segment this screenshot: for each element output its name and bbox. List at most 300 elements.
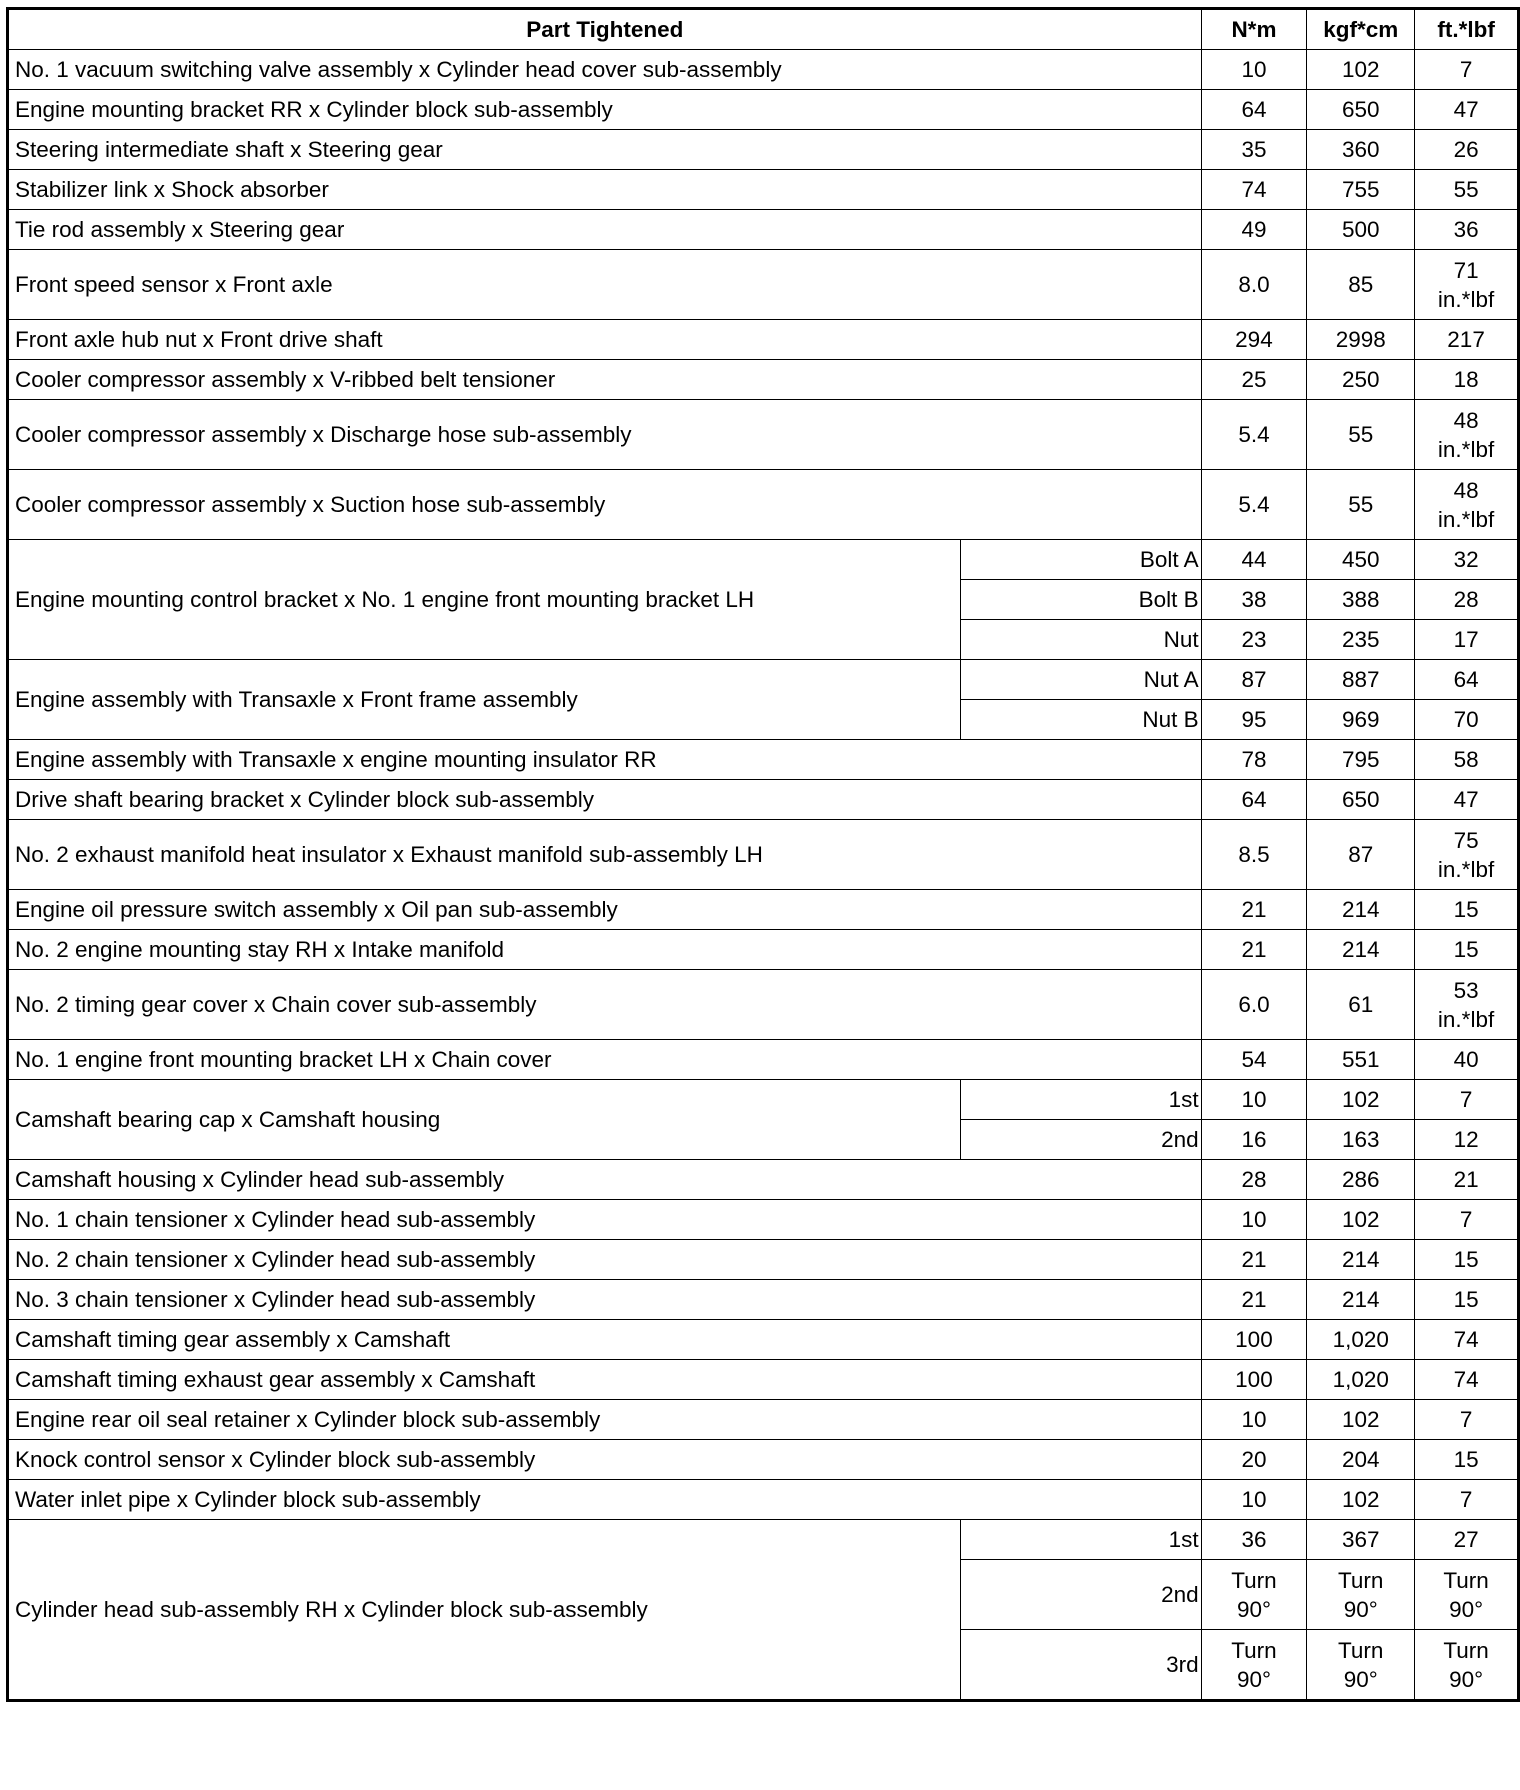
cell-step: Nut B — [960, 700, 1201, 740]
table-row — [8, 250, 1519, 320]
table-row — [8, 1280, 1519, 1320]
cell-kgfcm — [1307, 320, 1415, 360]
cell-ftlbf-text: 26 — [1453, 136, 1479, 162]
cell-ftlbf-text: 48 — [1453, 477, 1479, 503]
cell-kgfcm-text: 214 — [1341, 1246, 1380, 1272]
cell-nm — [1201, 890, 1307, 930]
cell-kgfcm — [1307, 1400, 1415, 1440]
table-body — [8, 50, 1519, 1701]
table-row — [8, 1520, 1519, 1560]
cell-step: 3rd — [960, 1630, 1201, 1701]
cell-nm-text: 95 — [1241, 706, 1267, 732]
cell-nm-text: 64 — [1241, 786, 1267, 812]
cell-kgfcm-text: 163 — [1341, 1126, 1380, 1152]
cell-ftlbf — [1415, 740, 1519, 780]
cell-kgfcm — [1307, 930, 1415, 970]
cell-nm-text: 5.4 — [1238, 492, 1270, 517]
cell-ftlbf — [1415, 1280, 1519, 1320]
cell-nm-text: 25 — [1241, 366, 1267, 392]
cell-kgfcm — [1307, 700, 1415, 740]
cell-nm-text: 21 — [1241, 1286, 1267, 1312]
table-row — [8, 320, 1519, 360]
cell-ftlbf-text: 47 — [1453, 96, 1479, 122]
table-row — [8, 360, 1519, 400]
cell-nm — [1201, 90, 1307, 130]
cell-part: No. 3 chain tensioner x Cylinder head sub-assembly — [8, 1280, 1202, 1320]
header-ftlbf: ft.*lbf — [1415, 9, 1519, 50]
cell-kgfcm-text: 204 — [1341, 1446, 1380, 1472]
cell-ftlbf-text: 7 — [1459, 1086, 1473, 1112]
cell-kgfcm — [1307, 1440, 1415, 1480]
cell-nm — [1201, 470, 1307, 540]
table-row — [8, 1360, 1519, 1400]
cell-nm-text: 10 — [1241, 1486, 1267, 1512]
cell-nm — [1201, 1280, 1307, 1320]
cell-ftlbf-text: 74 — [1453, 1366, 1479, 1392]
cell-nm-text: 21 — [1241, 896, 1267, 922]
cell-ftlbf-text: 21 — [1453, 1166, 1479, 1192]
header-row — [8, 9, 1519, 50]
table-row — [8, 50, 1519, 90]
cell-ftlbf — [1415, 1560, 1519, 1630]
cell-ftlbf — [1415, 1400, 1519, 1440]
cell-ftlbf — [1415, 1480, 1519, 1520]
table-row — [8, 90, 1519, 130]
cell-ftlbf-unit: 90° — [1449, 1666, 1484, 1692]
cell-ftlbf-text: 75 — [1453, 827, 1479, 853]
cell-kgfcm — [1307, 360, 1415, 400]
cell-nm — [1201, 660, 1307, 700]
cell-nm-text: 8.0 — [1238, 272, 1270, 297]
cell-ftlbf — [1415, 700, 1519, 740]
torque-spec-sheet — [6, 7, 1520, 1702]
cell-nm — [1201, 700, 1307, 740]
cell-ftlbf-text: 71 — [1453, 257, 1479, 283]
cell-ftlbf — [1415, 660, 1519, 700]
cell-nm-text: 35 — [1241, 136, 1267, 162]
table-row — [8, 740, 1519, 780]
cell-kgfcm — [1307, 1560, 1415, 1630]
cell-kgfcm — [1307, 970, 1415, 1040]
cell-nm — [1201, 620, 1307, 660]
cell-part: No. 2 chain tensioner x Cylinder head sub-assembly — [8, 1240, 1202, 1280]
cell-step: Bolt A — [960, 540, 1201, 580]
table-row — [8, 1440, 1519, 1480]
cell-kgfcm-text: 102 — [1341, 1486, 1380, 1512]
cell-nm — [1201, 400, 1307, 470]
cell-nm-text: 78 — [1241, 746, 1267, 772]
cell-nm-text: 74 — [1241, 176, 1267, 202]
cell-part: No. 2 engine mounting stay RH x Intake manifold — [8, 930, 1202, 970]
cell-ftlbf-text: 53 — [1453, 977, 1479, 1003]
table-row — [8, 170, 1519, 210]
cell-kgfcm — [1307, 780, 1415, 820]
cell-kgfcm-text: 1,020 — [1332, 1366, 1389, 1392]
cell-kgfcm-text: 214 — [1341, 1286, 1380, 1312]
cell-kgfcm — [1307, 1080, 1415, 1120]
cell-part: Engine oil pressure switch assembly x Oil pan sub-assembly — [8, 890, 1202, 930]
cell-part: Cooler compressor assembly x V-ribbed belt tensioner — [8, 360, 1202, 400]
cell-ftlbf — [1415, 130, 1519, 170]
table-row — [8, 1080, 1519, 1120]
cell-part: Front axle hub nut x Front drive shaft — [8, 320, 1202, 360]
cell-ftlbf-text: 28 — [1453, 586, 1479, 612]
cell-ftlbf — [1415, 1120, 1519, 1160]
cell-nm-text: 10 — [1241, 1406, 1267, 1432]
cell-part: Water inlet pipe x Cylinder block sub-assembly — [8, 1480, 1202, 1520]
cell-kgfcm — [1307, 400, 1415, 470]
cell-ftlbf — [1415, 1320, 1519, 1360]
cell-kgfcm — [1307, 170, 1415, 210]
cell-ftlbf-text: 36 — [1453, 216, 1479, 242]
cell-ftlbf — [1415, 470, 1519, 540]
cell-kgfcm-text: 102 — [1341, 56, 1380, 82]
cell-kgfcm-text: 250 — [1341, 366, 1380, 392]
cell-nm — [1201, 1480, 1307, 1520]
table-row — [8, 890, 1519, 930]
cell-ftlbf-text: 7 — [1459, 56, 1473, 82]
table-row — [8, 1240, 1519, 1280]
cell-ftlbf-text: 48 — [1453, 407, 1479, 433]
cell-nm — [1201, 1520, 1307, 1560]
cell-nm-text: 23 — [1241, 626, 1267, 652]
cell-nm-text: Turn — [1231, 1567, 1277, 1593]
cell-part: Engine assembly with Transaxle x engine mounting insulator RR — [8, 740, 1202, 780]
cell-kgfcm-text: 450 — [1341, 546, 1380, 572]
cell-part: No. 2 exhaust manifold heat insulator x Exhaust manifold sub-assembly LH — [8, 820, 1202, 890]
cell-ftlbf-text: Turn — [1443, 1637, 1489, 1663]
cell-kgfcm-text: 102 — [1341, 1406, 1380, 1432]
cell-ftlbf — [1415, 1040, 1519, 1080]
cell-kgfcm-text: 360 — [1341, 136, 1380, 162]
cell-ftlbf — [1415, 360, 1519, 400]
cell-ftlbf-text: 15 — [1453, 896, 1479, 922]
cell-ftlbf — [1415, 970, 1519, 1040]
cell-kgfcm-text: 286 — [1341, 1166, 1380, 1192]
cell-ftlbf-unit: 90° — [1449, 1596, 1484, 1622]
cell-step: Nut — [960, 620, 1201, 660]
cell-kgfcm — [1307, 890, 1415, 930]
cell-ftlbf-unit: in.*lbf — [1437, 1006, 1495, 1032]
cell-ftlbf — [1415, 1360, 1519, 1400]
cell-nm — [1201, 1120, 1307, 1160]
cell-part: Front speed sensor x Front axle — [8, 250, 1202, 320]
cell-ftlbf — [1415, 780, 1519, 820]
cell-nm-text: 38 — [1241, 586, 1267, 612]
cell-step: Nut A — [960, 660, 1201, 700]
cell-ftlbf-text: 15 — [1453, 1246, 1479, 1272]
cell-part: Cylinder head sub-assembly RH x Cylinder block sub-assembly — [8, 1520, 961, 1701]
cell-ftlbf-text: 12 — [1453, 1126, 1479, 1152]
cell-nm-text: 21 — [1241, 1246, 1267, 1272]
cell-kgfcm-text: 887 — [1341, 666, 1380, 692]
cell-ftlbf-text: 18 — [1453, 366, 1479, 392]
cell-nm — [1201, 130, 1307, 170]
cell-nm-text: 44 — [1241, 546, 1267, 572]
cell-kgfcm-text: 85 — [1348, 272, 1374, 297]
table-row — [8, 1200, 1519, 1240]
cell-ftlbf — [1415, 890, 1519, 930]
cell-ftlbf-text: 64 — [1453, 666, 1479, 692]
cell-step: 2nd — [960, 1560, 1201, 1630]
cell-part: Cooler compressor assembly x Discharge hose sub-assembly — [8, 400, 1202, 470]
cell-ftlbf-text: 27 — [1453, 1526, 1479, 1552]
cell-ftlbf-text: 15 — [1453, 936, 1479, 962]
cell-ftlbf — [1415, 210, 1519, 250]
cell-ftlbf — [1415, 820, 1519, 890]
cell-ftlbf — [1415, 90, 1519, 130]
cell-kgfcm-text: 551 — [1341, 1046, 1380, 1072]
cell-kgfcm — [1307, 1280, 1415, 1320]
cell-part: Cooler compressor assembly x Suction hose sub-assembly — [8, 470, 1202, 540]
cell-nm — [1201, 580, 1307, 620]
cell-step: Bolt B — [960, 580, 1201, 620]
cell-kgfcm-text: 55 — [1348, 422, 1374, 447]
cell-ftlbf — [1415, 620, 1519, 660]
cell-ftlbf-text: Turn — [1443, 1567, 1489, 1593]
cell-kgfcm — [1307, 660, 1415, 700]
cell-step: 1st — [960, 1520, 1201, 1560]
cell-ftlbf — [1415, 1630, 1519, 1701]
cell-ftlbf-text: 58 — [1453, 746, 1479, 772]
cell-ftlbf-text: 70 — [1453, 706, 1479, 732]
cell-part: Camshaft timing exhaust gear assembly x Camshaft — [8, 1360, 1202, 1400]
cell-kgfcm — [1307, 540, 1415, 580]
cell-nm-text: 21 — [1241, 936, 1267, 962]
cell-kgfcm — [1307, 1160, 1415, 1200]
cell-nm-text: 64 — [1241, 96, 1267, 122]
cell-nm-text: 49 — [1241, 216, 1267, 242]
cell-nm — [1201, 1040, 1307, 1080]
cell-ftlbf — [1415, 540, 1519, 580]
cell-ftlbf-text: 7 — [1459, 1206, 1473, 1232]
table-row — [8, 1480, 1519, 1520]
cell-nm-text: 54 — [1241, 1046, 1267, 1072]
cell-ftlbf — [1415, 1160, 1519, 1200]
cell-part: No. 1 vacuum switching valve assembly x Cylinder head cover sub-assembly — [8, 50, 1202, 90]
cell-part: Steering intermediate shaft x Steering gear — [8, 130, 1202, 170]
table-row — [8, 210, 1519, 250]
cell-nm — [1201, 1320, 1307, 1360]
cell-kgfcm-text: 500 — [1341, 216, 1380, 242]
cell-kgfcm — [1307, 1630, 1415, 1701]
cell-kgfcm — [1307, 1200, 1415, 1240]
cell-kgfcm — [1307, 1320, 1415, 1360]
table-row — [8, 540, 1519, 580]
cell-kgfcm — [1307, 250, 1415, 320]
cell-kgfcm-text: Turn — [1338, 1567, 1384, 1593]
cell-ftlbf — [1415, 1520, 1519, 1560]
table-row — [8, 1160, 1519, 1200]
cell-ftlbf-text: 74 — [1453, 1326, 1479, 1352]
cell-step: 2nd — [960, 1120, 1201, 1160]
cell-kgfcm-text: 367 — [1341, 1526, 1380, 1552]
cell-kgfcm-text: 650 — [1341, 786, 1380, 812]
cell-nm-text: 16 — [1241, 1126, 1267, 1152]
cell-kgfcm — [1307, 1360, 1415, 1400]
table-row — [8, 820, 1519, 890]
cell-nm — [1201, 210, 1307, 250]
cell-part: Tie rod assembly x Steering gear — [8, 210, 1202, 250]
cell-part: Engine assembly with Transaxle x Front frame assembly — [8, 660, 961, 740]
cell-nm-text: 100 — [1235, 1326, 1273, 1352]
cell-nm — [1201, 970, 1307, 1040]
cell-nm-text: 28 — [1241, 1166, 1267, 1192]
cell-kgfcm-text: 102 — [1341, 1086, 1380, 1112]
cell-part: Camshaft bearing cap x Camshaft housing — [8, 1080, 961, 1160]
cell-kgfcm-text: 61 — [1348, 992, 1374, 1017]
table-row — [8, 130, 1519, 170]
cell-nm — [1201, 170, 1307, 210]
table-row — [8, 660, 1519, 700]
table-row — [8, 780, 1519, 820]
cell-nm — [1201, 780, 1307, 820]
cell-nm — [1201, 740, 1307, 780]
cell-nm — [1201, 1630, 1307, 1701]
cell-nm — [1201, 250, 1307, 320]
cell-kgfcm — [1307, 130, 1415, 170]
cell-kgfcm-text: 214 — [1341, 896, 1380, 922]
cell-kgfcm — [1307, 1120, 1415, 1160]
cell-kgfcm — [1307, 1240, 1415, 1280]
cell-ftlbf-text: 15 — [1453, 1446, 1479, 1472]
cell-kgfcm-unit: 90° — [1343, 1596, 1378, 1622]
cell-kgfcm — [1307, 90, 1415, 130]
cell-nm-text: 87 — [1241, 666, 1267, 692]
cell-ftlbf — [1415, 320, 1519, 360]
cell-nm-text: 100 — [1235, 1366, 1273, 1392]
cell-nm-text: 294 — [1235, 326, 1273, 352]
cell-part: Drive shaft bearing bracket x Cylinder block sub-assembly — [8, 780, 1202, 820]
cell-nm-text: 10 — [1241, 1206, 1267, 1232]
cell-step: 1st — [960, 1080, 1201, 1120]
cell-nm-text: 10 — [1241, 1086, 1267, 1112]
cell-kgfcm — [1307, 50, 1415, 90]
torque-table — [6, 7, 1520, 1702]
cell-nm — [1201, 1560, 1307, 1630]
cell-nm — [1201, 1360, 1307, 1400]
cell-part: Engine rear oil seal retainer x Cylinder block sub-assembly — [8, 1400, 1202, 1440]
cell-part: No. 2 timing gear cover x Chain cover sub-assembly — [8, 970, 1202, 1040]
cell-ftlbf-unit: in.*lbf — [1437, 436, 1495, 462]
cell-kgfcm-text: 102 — [1341, 1206, 1380, 1232]
cell-nm — [1201, 320, 1307, 360]
cell-kgfcm-text: 388 — [1341, 586, 1380, 612]
cell-ftlbf — [1415, 170, 1519, 210]
cell-kgfcm — [1307, 1480, 1415, 1520]
cell-nm — [1201, 1080, 1307, 1120]
cell-ftlbf-text: 7 — [1459, 1486, 1473, 1512]
cell-ftlbf — [1415, 1200, 1519, 1240]
cell-kgfcm — [1307, 620, 1415, 660]
cell-ftlbf-text: 32 — [1453, 546, 1479, 572]
cell-ftlbf-unit: in.*lbf — [1437, 286, 1495, 312]
table-row — [8, 400, 1519, 470]
cell-part: Camshaft housing x Cylinder head sub-assembly — [8, 1160, 1202, 1200]
cell-nm-text: 6.0 — [1238, 992, 1270, 1017]
cell-kgfcm-text: 214 — [1341, 936, 1380, 962]
cell-kgfcm — [1307, 740, 1415, 780]
cell-kgfcm-text: 755 — [1341, 176, 1380, 202]
cell-kgfcm-text: 2998 — [1335, 326, 1386, 352]
cell-kgfcm — [1307, 820, 1415, 890]
cell-nm — [1201, 50, 1307, 90]
cell-kgfcm-text: 650 — [1341, 96, 1380, 122]
cell-kgfcm — [1307, 1040, 1415, 1080]
cell-kgfcm-text: 235 — [1341, 626, 1380, 652]
cell-ftlbf — [1415, 1440, 1519, 1480]
cell-kgfcm-text: 87 — [1348, 842, 1374, 867]
cell-nm-text: 8.5 — [1238, 842, 1270, 867]
header-part: Part Tightened — [8, 9, 1202, 50]
cell-kgfcm-text: Turn — [1338, 1637, 1384, 1663]
cell-nm — [1201, 1160, 1307, 1200]
cell-nm-unit: 90° — [1236, 1666, 1271, 1692]
cell-ftlbf-text: 40 — [1453, 1046, 1479, 1072]
cell-ftlbf-text: 15 — [1453, 1286, 1479, 1312]
cell-part: No. 1 chain tensioner x Cylinder head sub-assembly — [8, 1200, 1202, 1240]
cell-nm — [1201, 540, 1307, 580]
cell-ftlbf — [1415, 1080, 1519, 1120]
cell-ftlbf — [1415, 50, 1519, 90]
cell-nm — [1201, 1400, 1307, 1440]
cell-nm — [1201, 1200, 1307, 1240]
cell-kgfcm — [1307, 210, 1415, 250]
cell-part: No. 1 engine front mounting bracket LH x Chain cover — [8, 1040, 1202, 1080]
cell-ftlbf-text: 217 — [1447, 326, 1485, 352]
cell-ftlbf-text: 7 — [1459, 1406, 1473, 1432]
table-row — [8, 1040, 1519, 1080]
cell-part: Stabilizer link x Shock absorber — [8, 170, 1202, 210]
cell-nm-text: 10 — [1241, 56, 1267, 82]
cell-kgfcm-unit: 90° — [1343, 1666, 1378, 1692]
cell-kgfcm-text: 969 — [1341, 706, 1380, 732]
cell-nm — [1201, 1240, 1307, 1280]
cell-ftlbf-unit: in.*lbf — [1437, 506, 1495, 532]
cell-ftlbf-text: 55 — [1453, 176, 1479, 202]
cell-part: Engine mounting bracket RR x Cylinder block sub-assembly — [8, 90, 1202, 130]
cell-kgfcm-text: 1,020 — [1332, 1326, 1389, 1352]
cell-nm — [1201, 930, 1307, 970]
table-row — [8, 470, 1519, 540]
cell-part: Camshaft timing gear assembly x Camshaft — [8, 1320, 1202, 1360]
cell-ftlbf — [1415, 930, 1519, 970]
cell-nm-text: 5.4 — [1238, 422, 1270, 447]
cell-kgfcm-text: 795 — [1341, 746, 1380, 772]
table-row — [8, 930, 1519, 970]
cell-nm — [1201, 360, 1307, 400]
cell-kgfcm-text: 55 — [1348, 492, 1374, 517]
cell-ftlbf-text: 17 — [1453, 626, 1479, 652]
cell-kgfcm — [1307, 470, 1415, 540]
table-row — [8, 1400, 1519, 1440]
cell-nm-text: Turn — [1231, 1637, 1277, 1663]
header-kgfcm: kgf*cm — [1307, 9, 1415, 50]
cell-part: Engine mounting control bracket x No. 1 engine front mounting bracket LH — [8, 540, 961, 660]
cell-ftlbf — [1415, 1240, 1519, 1280]
cell-nm — [1201, 820, 1307, 890]
cell-kgfcm — [1307, 1520, 1415, 1560]
cell-ftlbf — [1415, 400, 1519, 470]
table-row — [8, 970, 1519, 1040]
cell-nm-unit: 90° — [1236, 1596, 1271, 1622]
cell-kgfcm — [1307, 580, 1415, 620]
table-row — [8, 1320, 1519, 1360]
cell-ftlbf — [1415, 250, 1519, 320]
cell-part: Knock control sensor x Cylinder block sub-assembly — [8, 1440, 1202, 1480]
cell-nm — [1201, 1440, 1307, 1480]
header-nm: N*m — [1201, 9, 1307, 50]
